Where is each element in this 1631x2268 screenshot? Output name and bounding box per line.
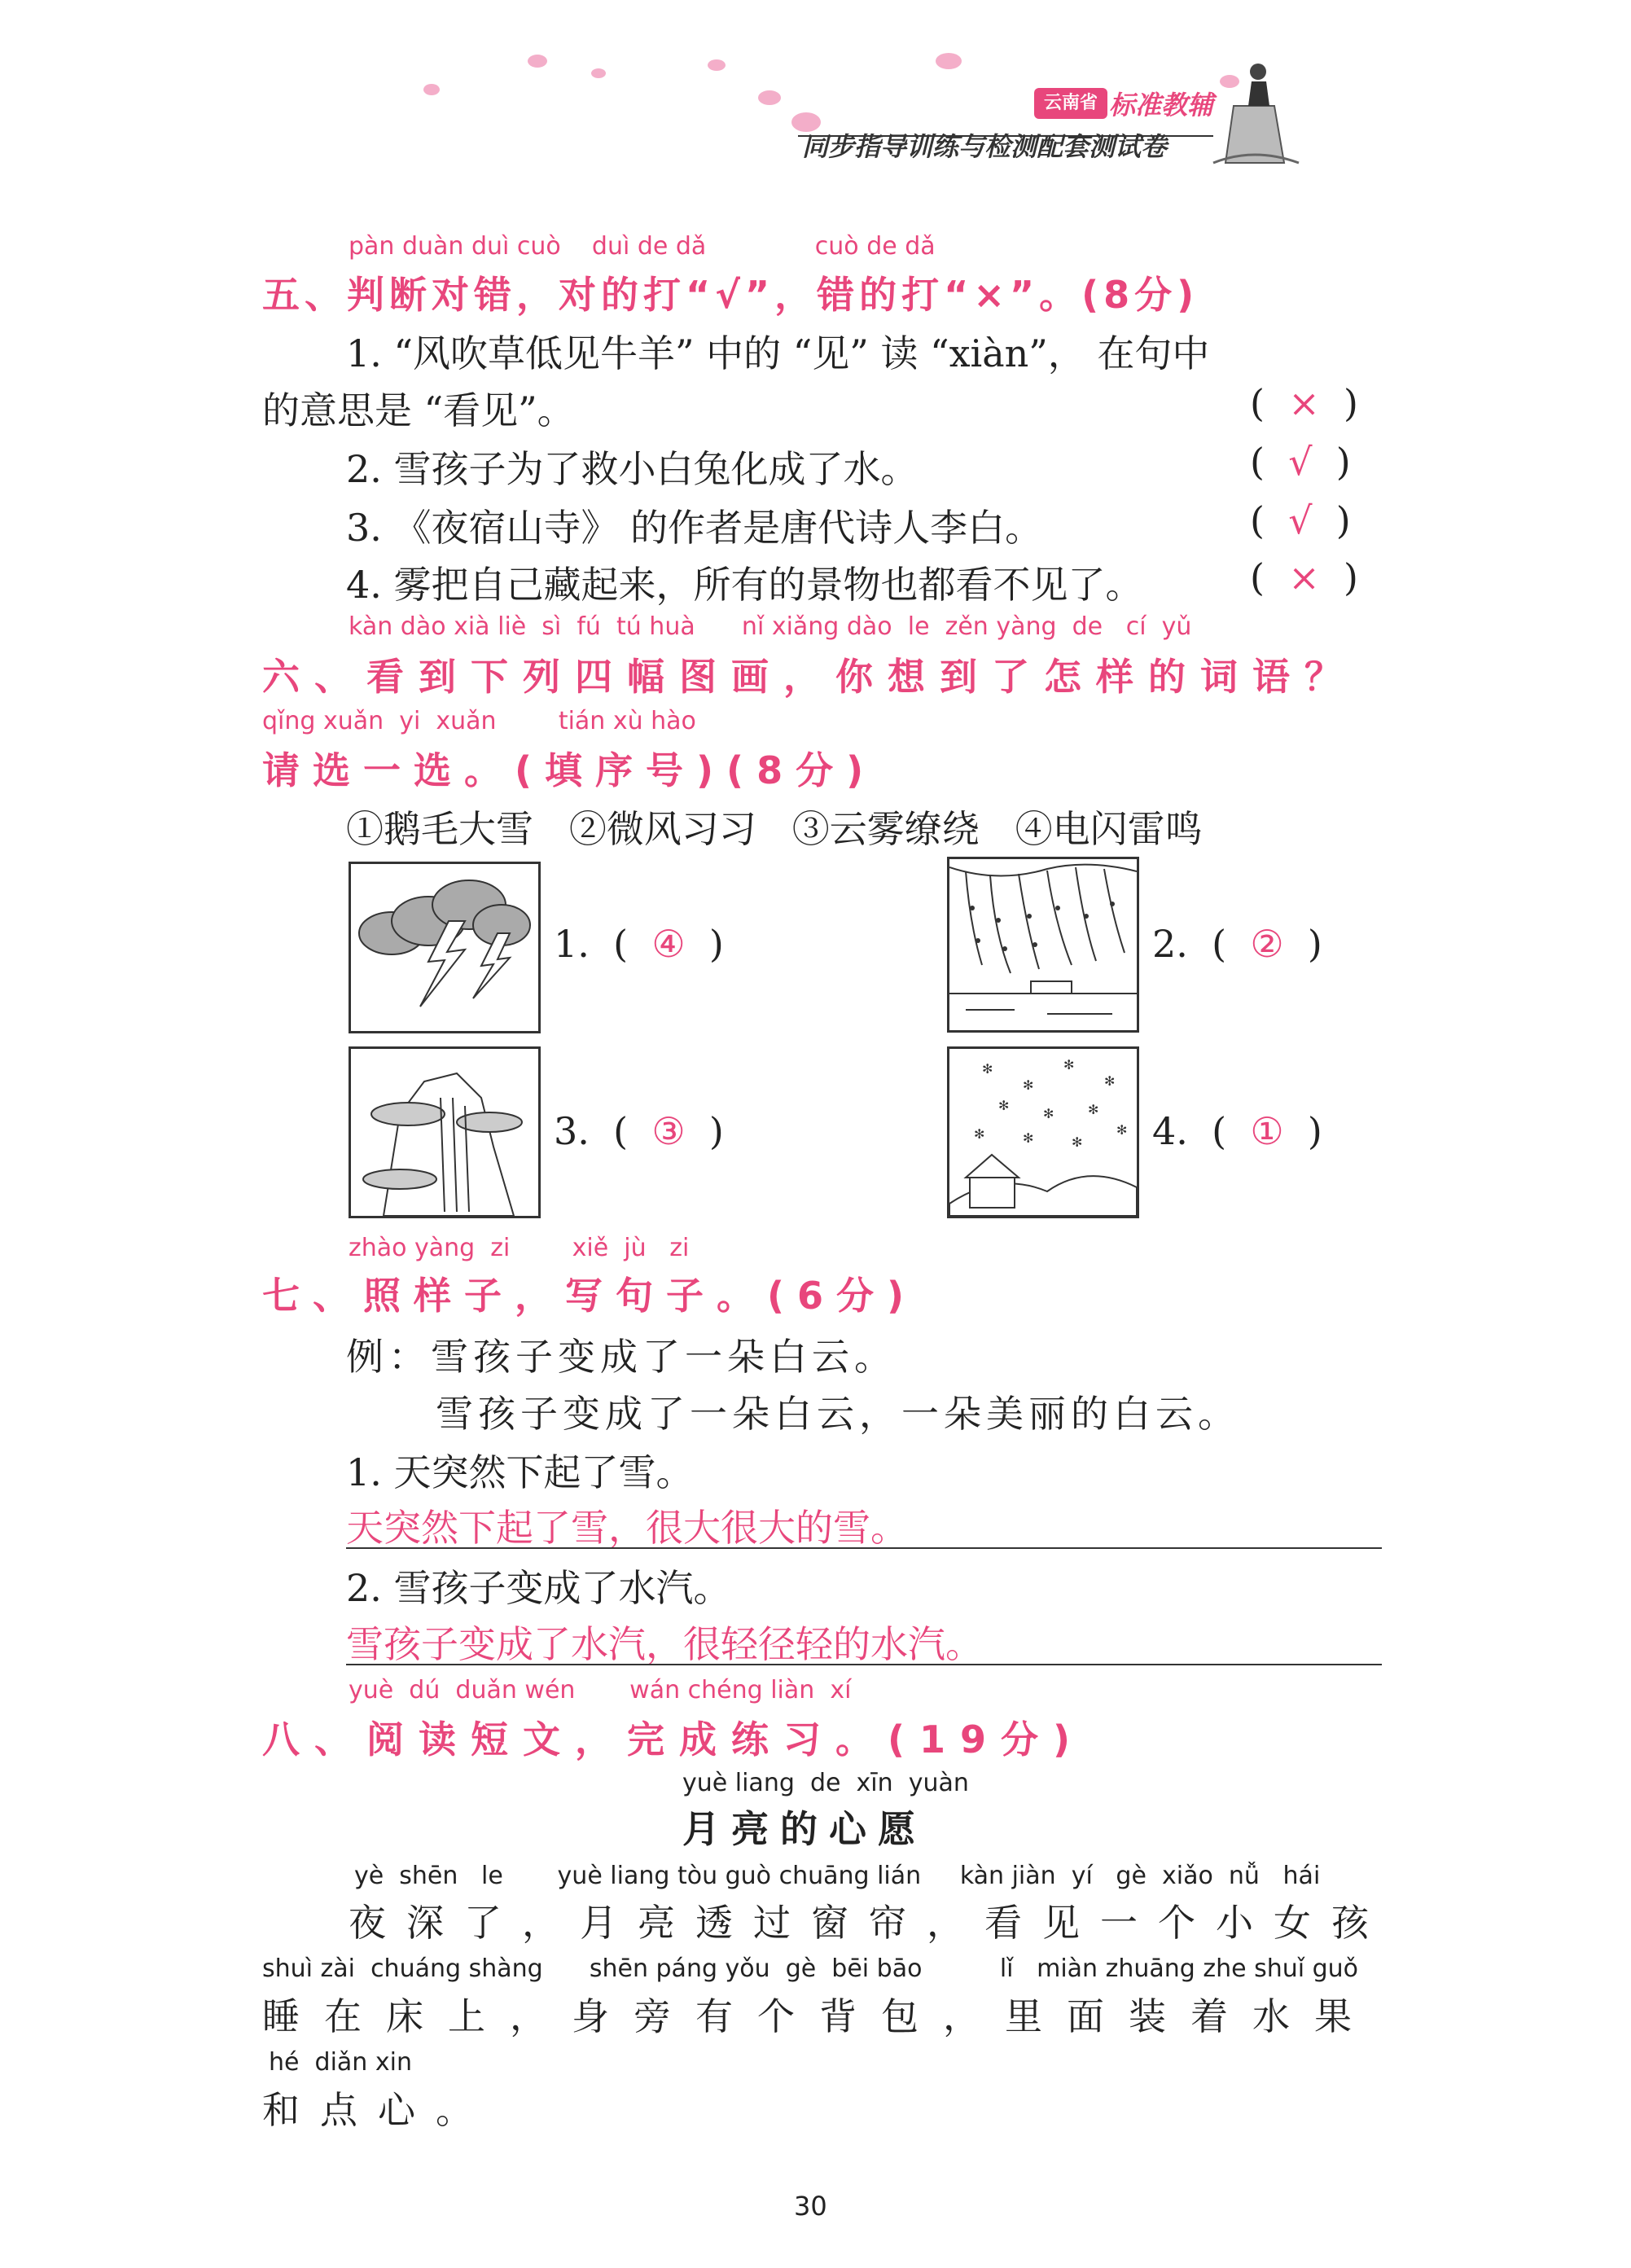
picture-1	[349, 862, 541, 1033]
thunderstorm-icon	[351, 864, 538, 1031]
s5-item2: 2. 雪孩子为了救小白兔化成了水。	[346, 447, 919, 491]
section7-q1: 1. 天突然下起了雪。	[346, 1450, 694, 1494]
picture-3-answer: 3. ( ③ )	[554, 1109, 724, 1153]
section7-example2: 雪孩子变成了一朵白云，一朵美丽的白云。	[436, 1392, 1240, 1436]
svg-text:✻: ✻	[974, 1126, 985, 1142]
story-line3-pinyin: hé diǎn xin	[269, 2048, 412, 2077]
picture-4-answer: 4. ( ① )	[1152, 1109, 1322, 1153]
section5-pinyin: pàn duàn duì cuò duì de dǎ cuò de dǎ	[349, 232, 936, 261]
section7-example: 例：雪孩子变成了一朵白云。	[346, 1335, 897, 1379]
svg-text:✻: ✻	[1023, 1130, 1034, 1146]
s5-item3-answer: ( √ )	[1250, 498, 1351, 542]
willow-breeze-icon	[949, 859, 1137, 1030]
section7-q2: 2. 雪孩子变成了水汽。	[346, 1566, 731, 1610]
answer-line-1	[346, 1547, 1382, 1549]
s5-item2-answer: ( √ )	[1250, 440, 1351, 484]
svg-text:✻: ✻	[1063, 1057, 1075, 1073]
picture-3	[349, 1046, 541, 1218]
section6-pinyin1: kàn dào xià liè sì fú tú huà nǐ xiǎng dào le zěn yàng de cí yǔ	[349, 612, 1192, 641]
svg-text:✻: ✻	[1023, 1077, 1034, 1093]
section6-title2: 请选一选。(填序号)(8分)	[262, 748, 877, 792]
s5-item1-line1: 1. “风吹草低见牛羊” 中的 “见” 读 “xiàn”， 在句中	[346, 331, 1210, 375]
section7-a2: 雪孩子变成了水汽，很轻径轻的水汽。	[346, 1622, 983, 1666]
svg-text:✻: ✻	[1116, 1122, 1128, 1138]
picture-4	[947, 1046, 1139, 1218]
section7-title: 七、照样子，写句子。(6分)	[262, 1274, 918, 1318]
section6-title1: 六、看到下列四幅图画，你想到了怎样的词语？	[262, 655, 1357, 699]
s5-item1-answer: ( × )	[1250, 381, 1358, 425]
section7-pinyin: zhào yàng zi xiě jù zi	[349, 1234, 690, 1262]
story-title-pinyin: yuè liang de xīn yuàn	[682, 1769, 969, 1797]
picture-1-answer: 1. ( ④ )	[554, 922, 724, 966]
header-series-title: 标准教辅	[1109, 90, 1214, 121]
snowfall-icon	[949, 1049, 1137, 1216]
page-number: 30	[794, 2191, 827, 2222]
s5-item3: 3. 《夜宿山寺》 的作者是唐代诗人李白。	[346, 506, 1043, 550]
svg-text:✻: ✻	[1088, 1102, 1099, 1117]
story-line2-pinyin: shuì zài chuáng shàng shēn páng yǒu gè bēi bāo lǐ miàn zhuāng zhe shuǐ guǒ	[262, 1954, 1359, 1983]
s5-item4-answer: ( × )	[1250, 555, 1358, 599]
story-line1-pinyin: yè shēn le yuè liang tòu guò chuāng lián kàn jiàn yí gè xiǎo nǚ hái	[354, 1862, 1321, 1890]
story-line3: 和点心。	[262, 2088, 493, 2132]
section8-title: 八、阅读短文，完成练习。(19分)	[262, 1717, 1085, 1761]
section8-pinyin: yuè dú duǎn wén wán chéng liàn xí	[349, 1676, 852, 1704]
header-subtitle: 同步指导训练与检测配套测试卷	[802, 131, 1168, 162]
section7-a1: 天突然下起了雪，很大很大的雪。	[346, 1506, 908, 1550]
svg-text:✻: ✻	[1072, 1134, 1083, 1150]
svg-text:✻: ✻	[982, 1061, 993, 1077]
svg-text:✻: ✻	[1043, 1106, 1054, 1121]
answer-line-2	[346, 1664, 1382, 1665]
story-line1: 夜深了，月亮透过窗帘，看见一个小女孩	[349, 1901, 1389, 1945]
section6-pinyin2: qǐng xuǎn yi xuǎn tián xù hào	[262, 707, 696, 735]
misty-mountain-icon	[351, 1049, 538, 1216]
svg-text:✻: ✻	[1104, 1073, 1116, 1089]
section5-title: 五、判断对错，对的打“√”，错的打“×”。(8分)	[262, 273, 1199, 317]
picture-2-answer: 2. ( ② )	[1152, 922, 1322, 966]
header-badge: 云南省	[1034, 88, 1107, 119]
story-title: 月亮的心愿	[682, 1807, 927, 1851]
section6-options: ①鹅毛大雪 ②微风习习 ③云雾缭绕 ④电闪雷鸣	[346, 807, 1203, 851]
s5-item1-line2: 的意思是 “看见”。	[262, 388, 575, 432]
s5-item4: 4. 雾把自己藏起来，所有的景物也都看不见了。	[346, 563, 1143, 607]
picture-2	[947, 857, 1139, 1033]
svg-text:✻: ✻	[998, 1098, 1010, 1113]
story-line2: 睡在床上，身旁有个背包，里面装着水果	[262, 1994, 1376, 2038]
